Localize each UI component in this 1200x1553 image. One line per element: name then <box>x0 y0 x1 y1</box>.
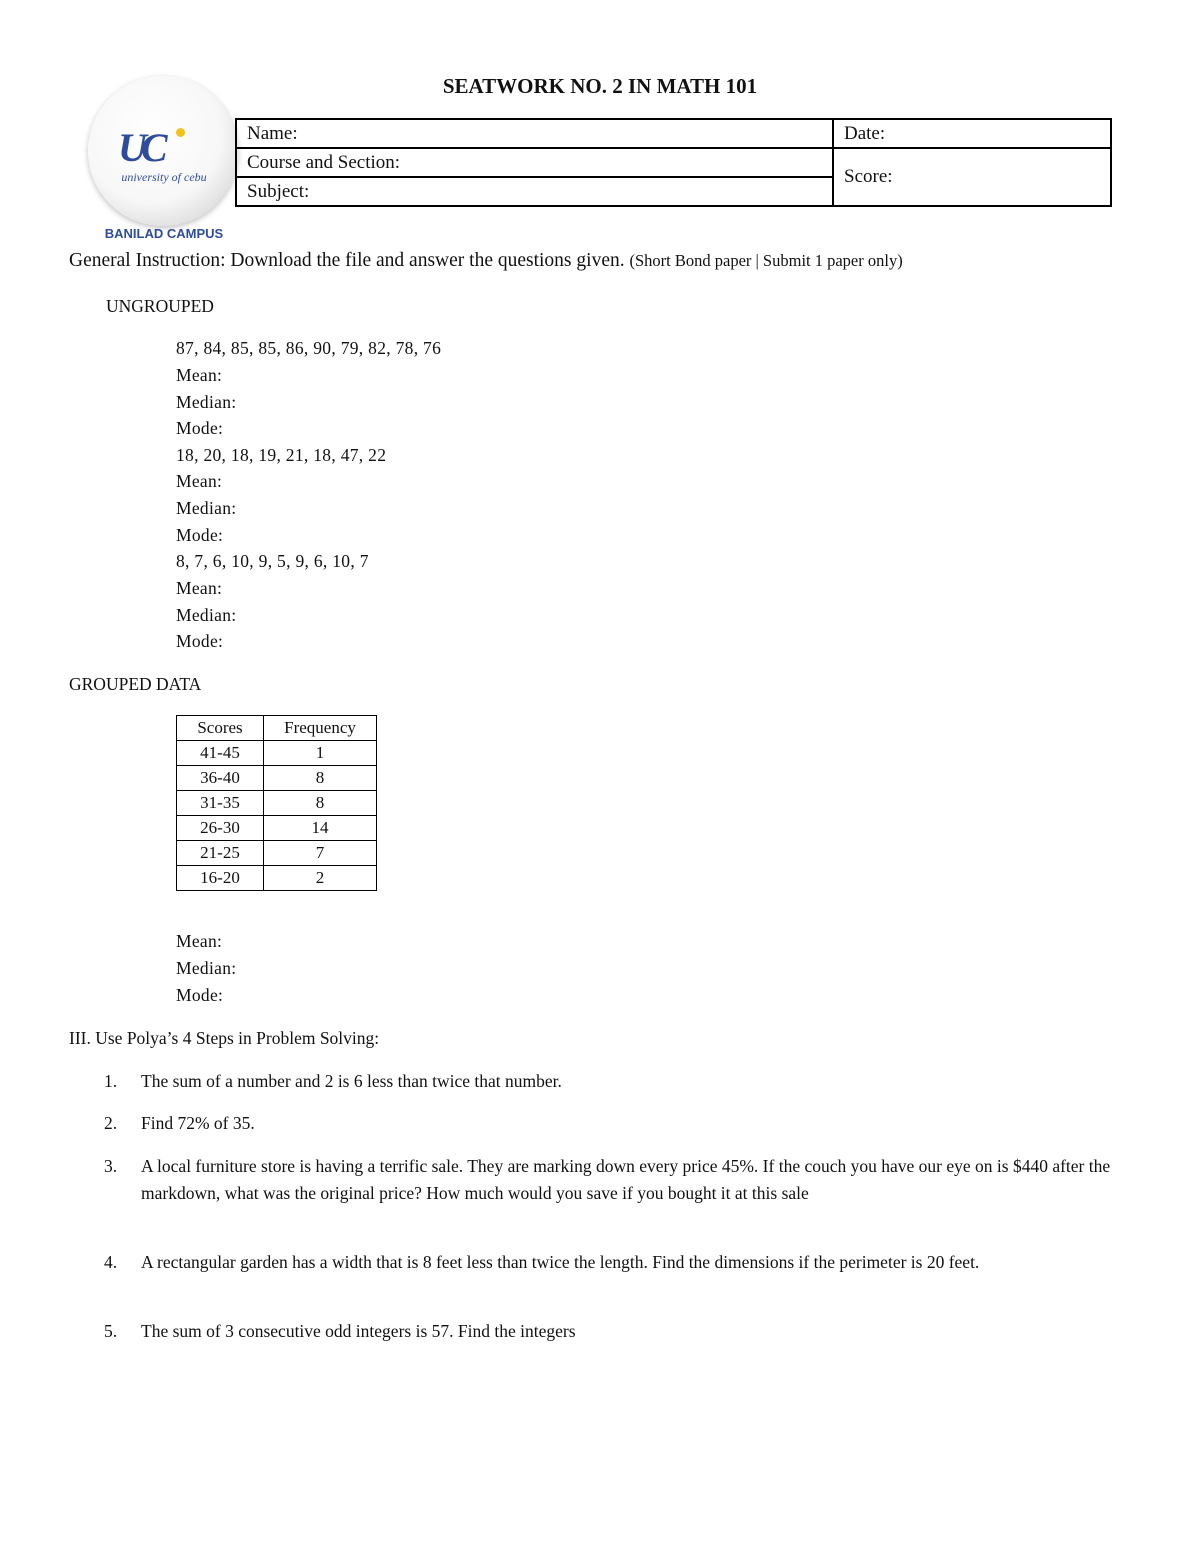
scores-cell: 26-30 <box>177 816 264 841</box>
problem-number: 1. <box>104 1071 118 1091</box>
instruction-main: General Instruction: Download the file and answer the questions given. <box>69 250 625 271</box>
scores-cell: 41-45 <box>177 741 264 766</box>
instruction-note: (Short Bond paper | Submit 1 paper only) <box>629 251 903 270</box>
problem-text: A rectangular garden has a width that is 8 feet less than twice the length. Find the dimensions if the perimeter is 20 feet. <box>141 1252 980 1272</box>
problem-number: 3. <box>104 1156 118 1176</box>
ungrouped-heading: UNGROUPED <box>106 296 214 316</box>
frequency-cell: 1 <box>264 741 377 766</box>
table-row <box>177 816 377 841</box>
table-row <box>177 841 377 866</box>
problem-number: 4. <box>104 1252 118 1272</box>
dataset-2-mode: Mode: <box>176 525 224 545</box>
scores-cell: 16-20 <box>177 866 264 891</box>
date-field[interactable]: Date: <box>833 119 1111 148</box>
grouped-mean: Mean: <box>176 931 223 951</box>
dataset-2: 18, 20, 18, 19, 21, 18, 47, 22 <box>176 445 387 465</box>
frequency-cell: 8 <box>264 791 377 816</box>
problem-text: A local furniture store is having a terrific sale. They are marking down every price 45%. If the couch you have our eye on is $440 after the markdown, what was the original price? How much would you save if you bought it at this sale <box>141 1156 1111 1203</box>
table-row <box>177 791 377 816</box>
university-logo <box>84 74 244 249</box>
logo-dot <box>176 128 185 137</box>
scores-cell: 31-35 <box>177 791 264 816</box>
course-section-field[interactable]: Course and Section: <box>236 148 833 177</box>
problems-heading: III. Use Polya’s 4 Steps in Problem Solving: <box>69 1028 380 1048</box>
dataset-2-mean: Mean: <box>176 471 223 491</box>
table-header-row <box>177 716 377 741</box>
frequency-cell: 14 <box>264 816 377 841</box>
problem-item <box>104 1110 1134 1137</box>
logo-seal <box>88 76 238 226</box>
column-header-scores: Scores <box>177 716 264 741</box>
column-header-frequency: Frequency <box>264 716 377 741</box>
dataset-1-mode: Mode: <box>176 418 224 438</box>
dataset-3-mean: Mean: <box>176 578 223 598</box>
dataset-2-median: Median: <box>176 498 237 518</box>
frequency-cell: 8 <box>264 766 377 791</box>
dataset-1-median: Median: <box>176 392 237 412</box>
grouped-mode: Mode: <box>176 985 224 1005</box>
table-row <box>177 766 377 791</box>
problem-text: Find 72% of 35. <box>141 1113 255 1133</box>
logo-subtitle: university of cebu <box>121 170 207 184</box>
frequency-cell: 7 <box>264 841 377 866</box>
scores-cell: 21-25 <box>177 841 264 866</box>
logo-campus: BANILAD CAMPUS <box>104 226 224 241</box>
problem-item <box>104 1249 1134 1276</box>
problem-item <box>104 1153 1134 1207</box>
grouped-median: Median: <box>176 958 237 978</box>
grouped-heading: GROUPED DATA <box>69 674 202 694</box>
problem-number: 5. <box>104 1321 118 1341</box>
dataset-3-median: Median: <box>176 605 237 625</box>
scores-cell: 36-40 <box>177 766 264 791</box>
dataset-1-mean: Mean: <box>176 365 223 385</box>
problem-item <box>104 1068 1134 1095</box>
problem-number: 2. <box>104 1113 118 1133</box>
frequency-table <box>176 715 377 891</box>
page-title: SEATWORK NO. 2 IN MATH 101 <box>442 74 758 98</box>
table-row <box>177 741 377 766</box>
name-field[interactable]: Name: <box>236 119 833 148</box>
student-info-table <box>235 118 1112 207</box>
dataset-1: 87, 84, 85, 85, 86, 90, 79, 82, 78, 76 <box>176 338 442 358</box>
table-row <box>177 866 377 891</box>
frequency-cell: 2 <box>264 866 377 891</box>
problem-item <box>104 1318 1134 1345</box>
dataset-3-mode: Mode: <box>176 631 224 651</box>
score-field[interactable]: Score: <box>833 148 1111 206</box>
dataset-3: 8, 7, 6, 10, 9, 5, 9, 6, 10, 7 <box>176 551 369 571</box>
general-instruction <box>69 250 903 272</box>
problem-text: The sum of 3 consecutive odd integers is 57. Find the integers <box>141 1321 576 1341</box>
logo-mark: UC <box>118 125 162 170</box>
problem-text: The sum of a number and 2 is 6 less than twice that number. <box>141 1071 562 1091</box>
subject-field[interactable]: Subject: <box>236 177 833 206</box>
